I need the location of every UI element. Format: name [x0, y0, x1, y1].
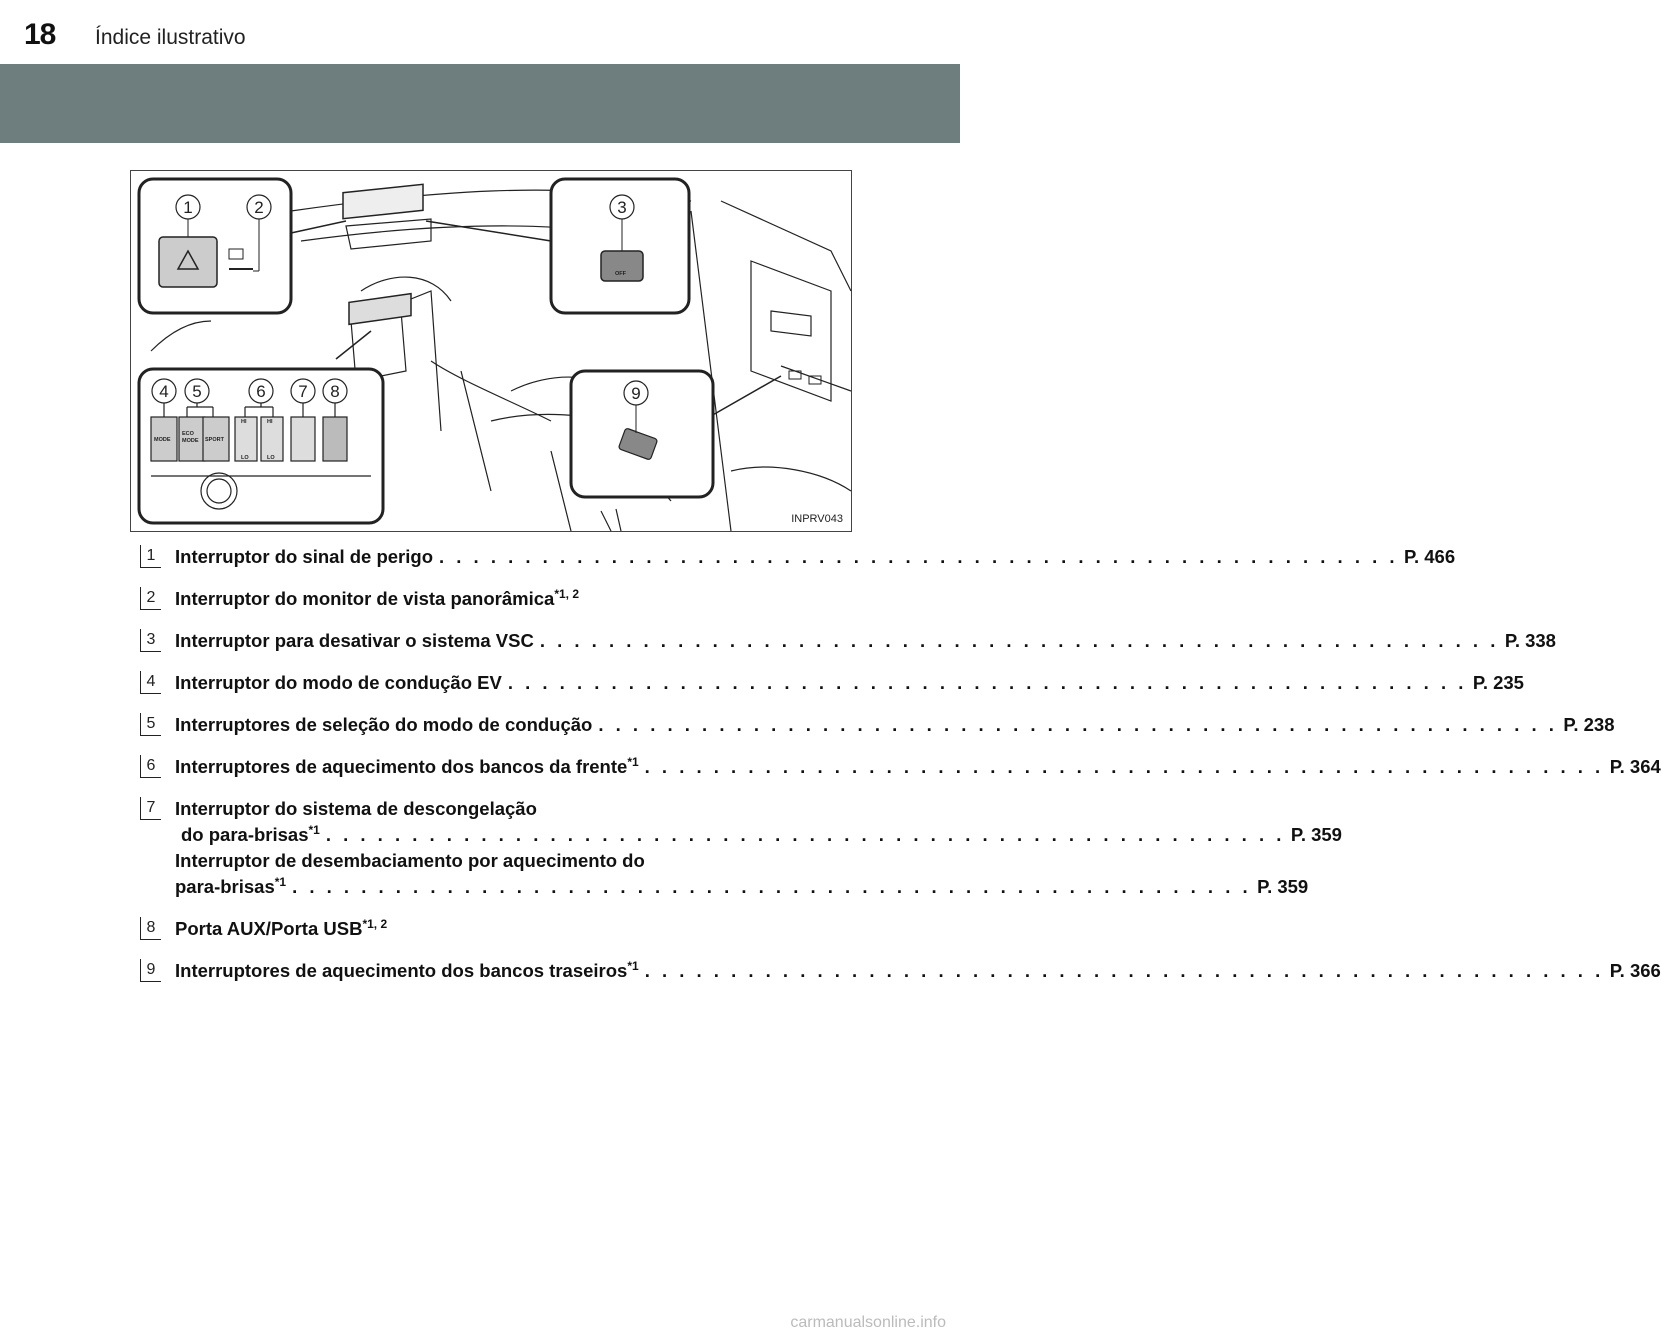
dot-leader: . . . . . . . . . . . . . . . . . . . . . . . . . . . . . . . . . . . . . . . . . . . . . . . . . . . . . . . .: [325, 824, 1285, 845]
hi-label-left: HI: [241, 419, 247, 425]
item-label: do para-brisas$^{*1}$: [181, 822, 320, 845]
callout-label-5: 5: [192, 382, 202, 401]
dot-leader: . . . . . . . . . . . . . . . . . . . . . . . . . . . . . . . . . . . . . . . . . . . . . . . . . . . . . . . .: [644, 756, 1604, 777]
callout-label-3: 3: [617, 198, 627, 217]
page-reference: P. 364: [1609, 756, 1661, 777]
dashboard-illustration: [130, 170, 852, 532]
item-number: 1: [140, 545, 161, 568]
item-label: Interruptor do monitor de vista panorâmica$^{*1, 2}$: [175, 586, 579, 609]
page-reference: P. 235: [1472, 672, 1524, 693]
defogger-switch: [291, 417, 315, 461]
dot-leader: . . . . . . . . . . . . . . . . . . . . . . . . . . . . . . . . . . . . . . . . . . . . . . . . . . . . . . . .: [439, 546, 1399, 567]
dot-leader: . . . . . . . . . . . . . . . . . . . . . . . . . . . . . . . . . . . . . . . . . . . . . . . . . . . . . . . .: [598, 714, 1558, 735]
dot-leader: . . . . . . . . . . . . . . . . . . . . . . . . . . . . . . . . . . . . . . . . . . . . . . . . . . . . . . . .: [644, 960, 1604, 981]
header-band: [0, 64, 960, 143]
item-number: 4: [140, 671, 161, 694]
list-item: [140, 670, 1524, 696]
item-label: Interruptores de aquecimento dos bancos da frente$^{*1}$: [175, 754, 639, 777]
illustration-code: INPRV043: [791, 513, 843, 525]
footnote-marker: *1, 2: [362, 916, 388, 931]
footnote-marker: *1: [308, 822, 320, 837]
list-item: [140, 712, 1615, 738]
page-reference: P. 338: [1504, 630, 1556, 651]
hazard-switch: [159, 237, 217, 287]
list-item: [140, 586, 820, 612]
item-label: Interruptor do sistema de descongelação: [175, 798, 537, 819]
page-number: 18: [24, 18, 56, 51]
vsc-off-label: OFF: [615, 271, 626, 277]
page-header: [0, 0, 960, 64]
footnote-marker: *1: [274, 874, 287, 889]
page-reference: P. 238: [1563, 714, 1615, 735]
item-label: Interruptor do sinal de perigo: [175, 546, 433, 567]
footnote-marker: *1: [627, 754, 639, 769]
dot-leader: . . . . . . . . . . . . . . . . . . . . . . . . . . . . . . . . . . . . . . . . . . . . . . . . . . . . . . . .: [292, 876, 1252, 897]
page-reference: P. 366: [1609, 960, 1661, 981]
item-label: Porta AUX/Porta USB$^{*1, 2}$: [175, 916, 388, 939]
item-label: Interruptor para desativar o sistema VSC: [175, 630, 534, 651]
eco-mode-label: MODE: [182, 438, 199, 444]
page-reference: P. 359: [1257, 876, 1309, 897]
item-number: 8: [140, 917, 161, 940]
dot-leader: . . . . . . . . . . . . . . . . . . . . . . . . . . . . . . . . . . . . . . . . . . . . . . . . . . . . . . . .: [507, 672, 1467, 693]
item-label: Interruptores de aquecimento dos bancos traseiros$^{*1}$: [175, 958, 639, 981]
callout-label-6: 6: [256, 382, 266, 401]
item-label: Interruptor de desembaciamento por aquecimento do: [175, 850, 645, 871]
item-number: 9: [140, 959, 161, 982]
item-label: Interruptores de seleção do modo de condução: [175, 714, 593, 735]
list-item: [140, 628, 1556, 654]
eco-label: ECO: [182, 431, 194, 437]
callout-label-4: 4: [159, 382, 169, 401]
list-item: [140, 958, 1661, 984]
item-label: para-brisas$^{*1}$: [175, 874, 287, 897]
footnote-marker: *1, 2: [554, 586, 579, 601]
watermark: carmanualsonline.info: [790, 1314, 946, 1331]
section-title: Índice ilustrativo: [95, 26, 246, 49]
lo-label-right: LO: [267, 455, 275, 461]
callout-label-2: 2: [254, 198, 264, 217]
page-reference: P. 359: [1290, 824, 1342, 845]
list-item: [140, 796, 1342, 900]
callout-label-1: 1: [183, 198, 193, 217]
illustration-drawing: [131, 171, 851, 531]
list-item: [140, 754, 1661, 780]
item-number: 2: [140, 587, 161, 610]
mode-label: MODE: [154, 437, 171, 443]
page-reference: P. 466: [1404, 546, 1456, 567]
usb-aux-port: [323, 417, 347, 461]
list-item: [140, 916, 820, 942]
item-list: [140, 544, 1661, 1000]
hi-label-right: HI: [267, 419, 273, 425]
item-label: Interruptor do modo de condução EV: [175, 672, 502, 693]
item-number: 6: [140, 755, 161, 778]
callout-label-9: 9: [631, 384, 641, 403]
callout-label-8: 8: [330, 382, 340, 401]
item-number: 7: [140, 797, 161, 820]
footnote-marker: *1: [627, 958, 639, 973]
item-number: 3: [140, 629, 161, 652]
dot-leader: . . . . . . . . . . . . . . . . . . . . . . . . . . . . . . . . . . . . . . . . . . . . . . . . . . . . . . . .: [539, 630, 1499, 651]
sport-label: SPORT: [205, 437, 224, 443]
lo-label-left: LO: [241, 455, 249, 461]
callout-label-7: 7: [298, 382, 308, 401]
list-item: [140, 544, 1456, 570]
item-number: 5: [140, 713, 161, 736]
